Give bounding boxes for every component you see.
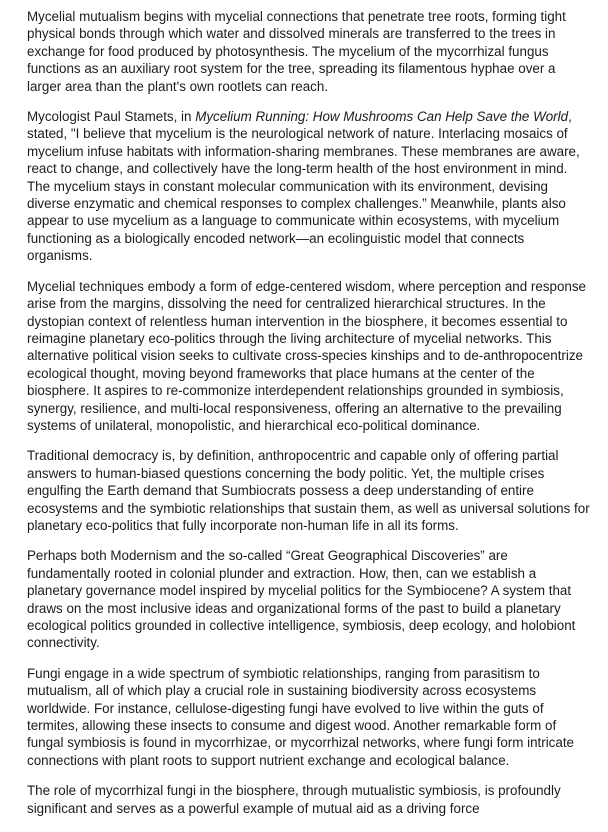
paragraph-stamets-quote — [27, 108, 593, 265]
paragraph-mycorrhizal-role: The role of mycorrhizal fungi in the biosphere, through mutualistic symbiosis, is profoundly significant and serves as a powerful example of mutual aid as a driving force — [27, 783, 561, 816]
paragraph-fungi-symbiosis: Fungi engage in a wide spectrum of symbiotic relationships, ranging from parasitism to mutualism, all of which play a crucial role in sustaining biodiversity across ecosystems worldwide. For instance, cellulose-digesting fungi have evolved to live within the guts of termites, allowing these insects to consume and digest wood. Another remarkable form of fungal symbiosis is found in mycorrhizae, or mycorrhizal networks, where fungi form intricate connections with plant roots to support nutrient exchange and ecological balance. — [27, 665, 574, 768]
stamets-quote-body: , stated, "I believe that mycelium is the neurological network of nature. Interlacing mosaics of mycelium infuse habitats with information-sharing membranes. These membranes are aware, react to change, and collectively have the long-term health of the host environment in mind. The mycelium stays in constant molecular communication with its environment, devising diverse enzymatic and chemical responses to complex challenges.” Meanwhile, plants also appear to use mycelium as a language to communicate within ecosystems, with mycelium functioning as a biologically encoded network—an ecolinguistic model that connects organisms. — [27, 109, 580, 264]
book-title: Mycelium Running: How Mushrooms Can Help Save the World — [195, 109, 569, 125]
paragraph-mycelial-techniques: Mycelial techniques embody a form of edge-centered wisdom, where perception and response arise from the margins, dissolving the need for centralized hierarchical structures. In the dystopian context of relentless human intervention in the biosphere, it becomes essential to reimagine planetary eco-politics through the living architecture of mycelial networks. This alternative political vision seeks to cultivate cross-species kinships and to de-anthropocentrize ecological thought, moving beyond frameworks that place humans at the center of the biosphere. It aspires to re-commonize interdependent relationships grounded in symbiosis, synergy, resilience, and multi-local responsiveness, offering an alternative to the prevailing systems of unilateral, monopolistic, and hierarchical eco-political dominance. — [27, 278, 586, 433]
paragraph-traditional-democracy: Traditional democracy is, by definition, anthropocentric and capable only of offering partial answers to human-biased questions concerning the body politic. Yet, the multiple crises engulfing the Earth demand that Sumbiocrats possess a deep understanding of entire ecosystems and the symbiotic relationships that sustain them, as well as universal solutions for planetary eco-politics that fully incorporate non-human life in all its forms. — [27, 448, 590, 533]
paragraph-modernism: Perhaps both Modernism and the so-called “Great Geographical Discoveries” are fundamentally rooted in colonial plunder and extraction. How, then, can we establish a planetary governance model inspired by mycelial politics for the Symbiocene? A system that draws on the most inclusive ideas and organizational forms of the past to build a planetary ecological politics grounded in collective intelligence, symbiosis, deep ecology, and holobiont connectivity. — [27, 548, 576, 651]
stamets-intro: Mycologist Paul Stamets, in — [27, 109, 196, 125]
paragraph-mycelial-mutualism: Mycelial mutualism begins with mycelial connections that penetrate tree roots, forming tight physical bonds through which water and dissolved minerals are transferred to the trees in exchange for food produced by photosynthesis. The mycelium of the mycorrhizal fungus functions as an auxiliary root system for the tree, spreading its filamentous hyphae over a larger area than the plant's own rootlets can reach. — [27, 9, 566, 94]
document-body — [27, 8, 593, 830]
